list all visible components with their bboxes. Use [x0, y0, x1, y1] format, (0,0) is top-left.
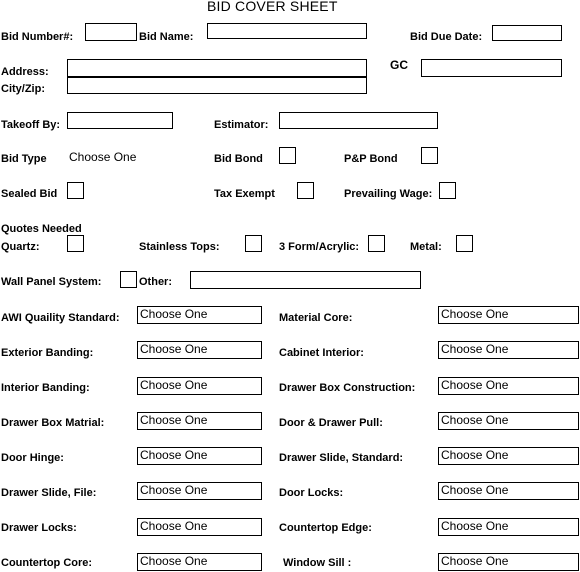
pp-bond-label: P&P Bond [344, 153, 398, 165]
left-select-label: Countertop Core: [1, 557, 93, 569]
bid-number-input[interactable] [85, 23, 137, 41]
address-label: Address: [1, 66, 49, 78]
address-input[interactable] [67, 59, 367, 77]
right-select-label: Door Locks: [279, 487, 344, 499]
drawer-locks-select[interactable]: Choose One [137, 518, 262, 536]
right-select-label: Countertop Edge: [279, 522, 372, 534]
material-core-select[interactable]: Choose One [438, 306, 579, 324]
right-select-label: Cabinet Interior: [279, 347, 364, 359]
left-select-label: Drawer Slide, File: [1, 487, 97, 499]
right-select-label: Material Core: [279, 312, 353, 324]
exterior-banding-select[interactable]: Choose One [137, 341, 262, 359]
bid-name-label: Bid Name: [139, 31, 194, 43]
stainless-tops-label: Stainless Tops: [139, 241, 220, 253]
left-select-label: Exterior Banding: [1, 347, 94, 359]
bid-number-label: Bid Number#: [1, 31, 74, 43]
interior-banding-select[interactable]: Choose One [137, 377, 262, 395]
three-form-label: 3 Form/Acrylic: [279, 241, 360, 253]
right-select-label: Drawer Box Construction: [279, 382, 416, 394]
cabinet-interior-select[interactable]: Choose One [438, 341, 579, 359]
door-drawer-pull-select[interactable]: Choose One [438, 412, 579, 430]
bid-name-input[interactable] [207, 23, 367, 39]
bid-bond-label: Bid Bond [214, 153, 263, 165]
door-locks-select[interactable]: Choose One [438, 482, 579, 500]
drawer-box-construction-select[interactable]: Choose One [438, 377, 579, 395]
sealed-bid-label: Sealed Bid [1, 188, 58, 200]
metal-label: Metal: [410, 241, 442, 253]
left-select-label: Door Hinge: [1, 452, 64, 464]
stainless-tops-checkbox[interactable] [245, 235, 262, 252]
window-sill-select[interactable]: Choose One [438, 553, 579, 571]
countertop-edge-select[interactable]: Choose One [438, 518, 579, 536]
left-select-label: Drawer Box Matrial: [1, 417, 105, 429]
other-input[interactable] [190, 271, 421, 289]
prevailing-wage-label: Prevailing Wage: [344, 188, 433, 200]
city-zip-label: City/Zip: [1, 83, 45, 95]
other-label: Other: [139, 276, 172, 288]
quotes-needed-label: Quotes Needed [1, 223, 82, 235]
estimator-label: Estimator: [214, 119, 269, 131]
wall-panel-label: Wall Panel System: [1, 276, 102, 288]
right-select-label: Drawer Slide, Standard: [279, 452, 404, 464]
quartz-checkbox[interactable] [67, 235, 84, 252]
bid-due-date-label: Bid Due Date: [410, 31, 483, 43]
bid-type-select[interactable]: Choose One [69, 150, 137, 164]
drawer-slide-standard-select[interactable]: Choose One [438, 447, 579, 465]
sealed-bid-checkbox[interactable] [67, 182, 84, 199]
prevailing-wage-checkbox[interactable] [439, 182, 456, 199]
left-select-label: Drawer Locks: [1, 522, 77, 534]
three-form-checkbox[interactable] [368, 235, 385, 252]
takeoff-by-input[interactable] [67, 112, 173, 129]
right-select-label: Door & Drawer Pull: [279, 417, 383, 429]
estimator-input[interactable] [279, 112, 438, 129]
quartz-label: Quartz: [1, 241, 40, 253]
awi-standard-select[interactable]: Choose One [137, 306, 262, 324]
takeoff-by-label: Takeoff By: [1, 119, 61, 131]
gc-input[interactable] [421, 59, 562, 77]
left-select-label: AWI Quaility Standard: [1, 312, 120, 324]
drawer-slide-file-select[interactable]: Choose One [137, 482, 262, 500]
wall-panel-checkbox[interactable] [120, 271, 137, 288]
tax-exempt-checkbox[interactable] [297, 182, 314, 199]
bid-bond-checkbox[interactable] [279, 147, 296, 164]
metal-checkbox[interactable] [456, 235, 473, 252]
left-select-label: Interior Banding: [1, 382, 90, 394]
city-zip-input[interactable] [67, 77, 367, 94]
page-title: BID COVER SHEET [207, 0, 338, 14]
tax-exempt-label: Tax Exempt [214, 188, 275, 200]
drawer-box-material-select[interactable]: Choose One [137, 412, 262, 430]
pp-bond-checkbox[interactable] [421, 147, 438, 164]
countertop-core-select[interactable]: Choose One [137, 553, 262, 571]
right-select-label: Window Sill : [283, 557, 352, 569]
bid-due-date-input[interactable] [492, 25, 562, 41]
gc-label: GC [390, 58, 408, 72]
door-hinge-select[interactable]: Choose One [137, 447, 262, 465]
bid-type-label: Bid Type [1, 153, 47, 165]
